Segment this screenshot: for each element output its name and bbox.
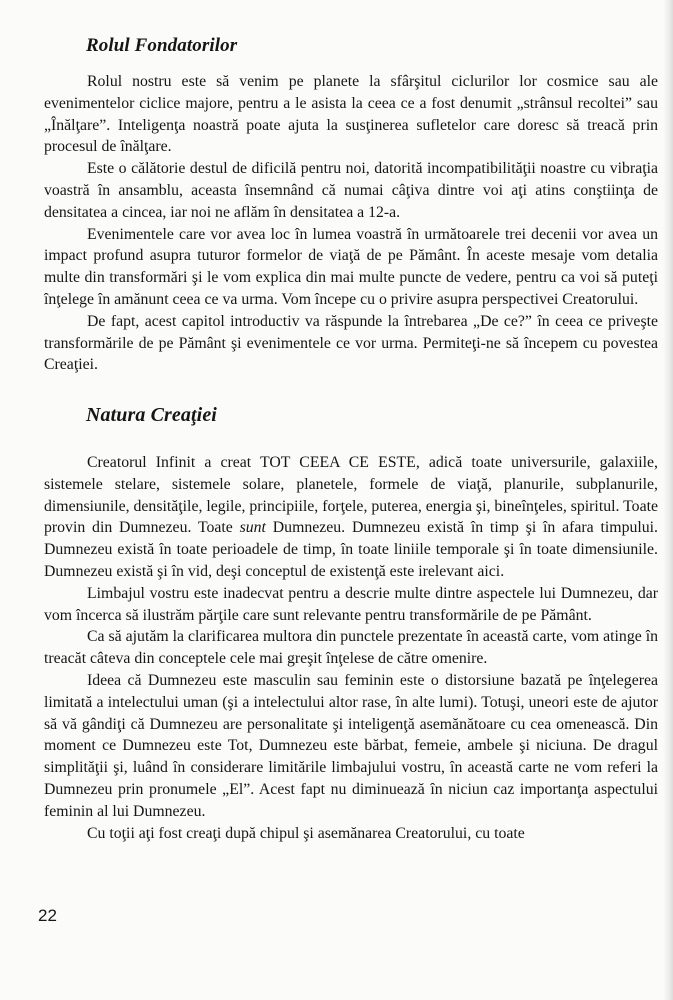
section-heading-founders: Rolul Fondatorilor bbox=[86, 35, 238, 56]
section-heading-creation: Natura Creaţiei bbox=[86, 404, 217, 426]
paragraph-text: Creatorul Infinit a creat TOT CEEA CE ESTE, adică toate universurile, galaxiile, sistemele stelare, sistemele solare, planetele, formele de viaţă, planurile, subplanurile, dimensiunile, densităţile, legile, principiile, forţele, puterea, energia şi, bineînţeles, spiritul. Toate provin din Dumnezeu. Toate bbox=[44, 454, 658, 537]
paragraph: Ca să ajutăm la clarificarea multora din punctele prezentate în această carte, vom atinge în treacăt câteva din conceptele cele mai greşit înţelese de către omenire. bbox=[44, 628, 658, 668]
section-founders-body bbox=[44, 71, 658, 376]
paragraph: Evenimentele care vor avea loc în lumea voastră în următoarele trei decenii vor avea un impact profund asupra tuturor formelor de viaţă de pe Pământ. În aceste mesaje vom detalia multe din transformări şi le vom explica din mai multe puncte de vedere, pentru ca voi să puteţi înţelege în amănunt ceea ce va urma. Vom începe cu o privire asupra perspectivei Creatorului. bbox=[44, 225, 658, 308]
paragraph: De fapt, acest capitol introductiv va răspunde la întrebarea „De ce?” în ceea ce priveşte transformările de pe Pământ şi evenimentele ce vor urma. Permiteţi-ne să începem cu povestea Creaţiei. bbox=[44, 312, 658, 374]
paragraph: Cu toţii aţi fost creaţi după chipul şi asemănarea Creatorului, cu toate bbox=[87, 824, 525, 842]
paragraph: Este o călătorie destul de dificilă pentru noi, datorită incompatibilităţii noastre cu vibraţia voastră în ansamblu, aceasta însemnând că numai câţiva dintre voi aţi atins conştiinţa de densitatea a cincea, iar noi ne aflăm în densitatea a 12-a. bbox=[44, 160, 658, 221]
page-number: 22 bbox=[38, 906, 57, 925]
paragraph bbox=[44, 452, 658, 583]
scan-shadow bbox=[663, 0, 673, 1000]
section-creation-body bbox=[44, 452, 658, 844]
emphasized-word: sunt bbox=[239, 519, 266, 537]
paragraph: Rolul nostru este să venim pe planete la sfârşitul ciclurilor lor cosmice sau ale evenimentelor ciclice majore, pentru a le asista la ceea ce a fost denumit „strânsul recoltei” sau „Înălţare”. Inteligenţa noastră poate ajuta la susţinerea sufletelor care doresc să treacă prin procesul de înălţare. bbox=[44, 73, 658, 156]
paragraph-text: Dumnezeu. Dumnezeu există în timp şi în afara timpului. Dumnezeu există în toate perioadele de timp, în toate liniile temporale şi în toate dimensiunile. Dumnezeu există şi în vid, deşi conceptul de existenţă este irelevant aici. bbox=[44, 519, 658, 580]
paragraph: Ideea că Dumnezeu este masculin sau feminin este o distorsiune bazată pe înţelegerea limitată a intelectului uman (şi a intelectului altor rase, în alte lumi). Totuşi, uneori este de ajutor să vă gândiţi că Dumnezeu are personalitate şi inteligenţă asemănătoare cu cea omenească. Din moment ce Dumnezeu este Tot, Dumnezeu este bărbat, femeie, ambele şi niciuna. De dragul simplităţii şi, luând în considerare limitările limbajului vostru, în această carte ne vom referi la Dumnezeu prin pronumele „El”. Acest fapt nu diminuează în niciun caz importanţa aspectului feminin al lui Dumnezeu. bbox=[44, 671, 658, 820]
paragraph: Limbajul vostru este inadecvat pentru a descrie multe dintre aspectele lui Dumnezeu, dar vom încerca să ilustrăm părţile care sunt relevante pentru transformările de pe Pământ. bbox=[44, 584, 658, 624]
